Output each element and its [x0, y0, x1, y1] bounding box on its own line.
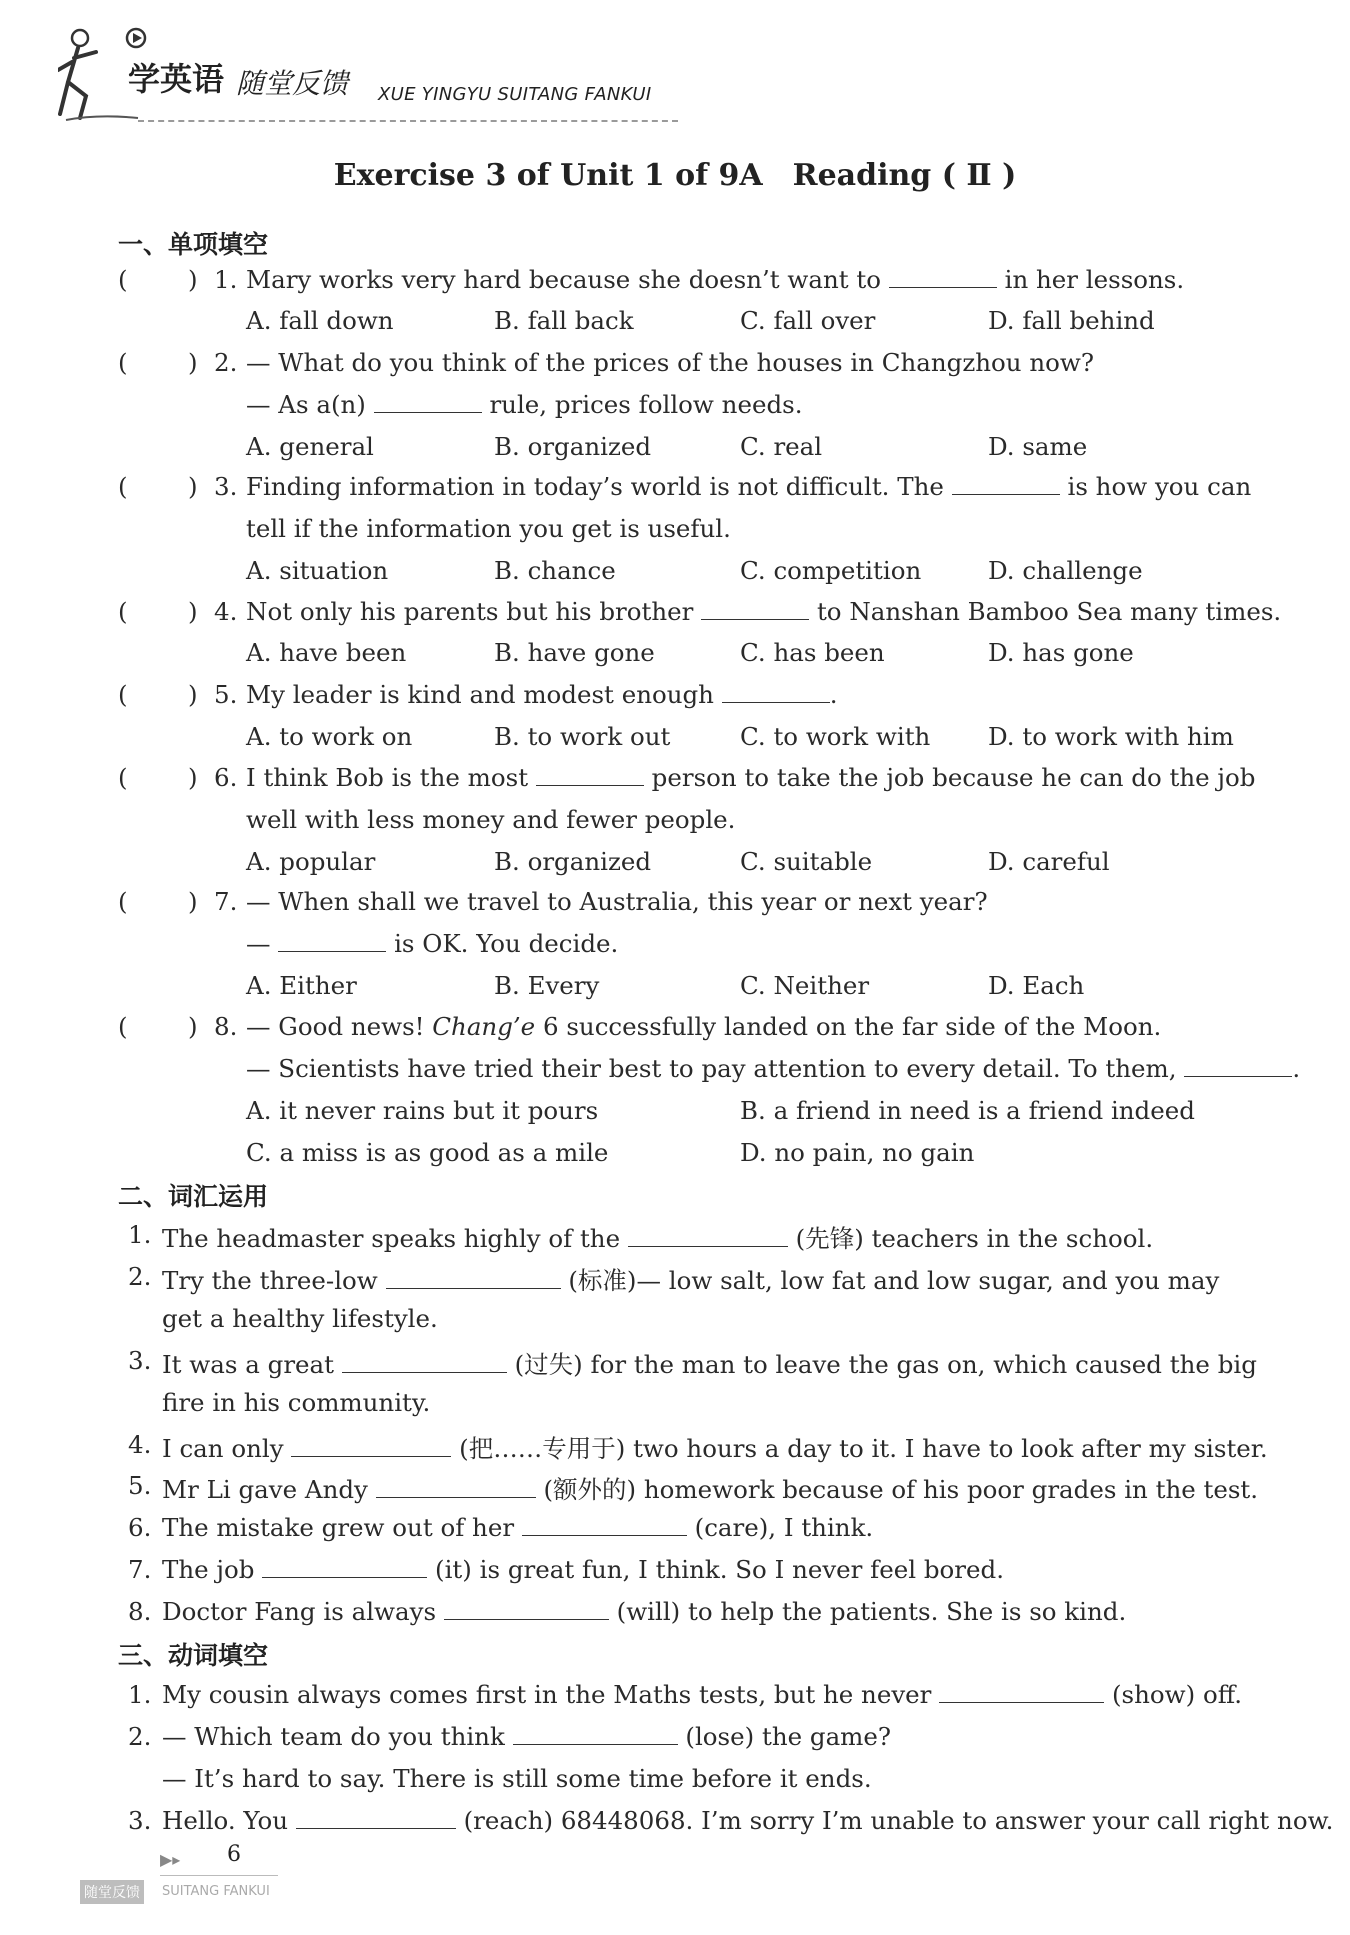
question-text: Try the three-low (标准)— low salt, low fat and low sugar, and you may [162, 1266, 1220, 1295]
question-text: Not only his parents but his brother to Nanshan Bamboo Sea many times. [246, 597, 1282, 626]
footer-tag: 随堂反馈 [80, 1880, 144, 1904]
question-text: I can only (把……专用于) two hours a day to it. I have to look after my sister. [162, 1434, 1268, 1463]
answer-blank[interactable] [444, 1601, 609, 1620]
question-text: — Scientists have tried their best to pay attention to every detail. To them, . [246, 1054, 1301, 1083]
option[interactable]: B. organized [494, 847, 652, 876]
answer-paren: ) [188, 763, 198, 792]
question-number: 3. [214, 472, 238, 501]
option[interactable]: C. to work with [740, 722, 931, 751]
question-text: — It’s hard to say. There is still some time before it ends. [162, 1764, 872, 1793]
option[interactable]: D. same [988, 432, 1088, 461]
answer-blank[interactable] [374, 394, 482, 413]
question-number: 8. [214, 1012, 238, 1041]
question-text: — What do you think of the prices of the houses in Changzhou now? [246, 348, 1094, 377]
question-number: 5. [128, 1471, 152, 1500]
answer-blank[interactable] [376, 1479, 536, 1498]
answer-paren: ( [118, 265, 128, 294]
option[interactable]: D. Each [988, 971, 1085, 1000]
answer-blank[interactable] [296, 1810, 456, 1829]
question-number: 1. [214, 265, 238, 294]
question-number: 5. [214, 680, 238, 709]
option[interactable]: A. situation [246, 556, 389, 585]
option[interactable]: D. to work with him [988, 722, 1234, 751]
answer-blank[interactable] [722, 684, 830, 703]
question-text: Mr Li gave Andy (额外的) homework because of his poor grades in the test. [162, 1475, 1259, 1504]
option[interactable]: D. no pain, no gain [740, 1138, 975, 1167]
answer-blank[interactable] [536, 767, 644, 786]
question-text: Mary works very hard because she doesn’t want to in her lessons. [246, 265, 1185, 294]
question-number: 4. [128, 1430, 152, 1459]
question-text: My cousin always comes first in the Maths tests, but he never (show) off. [162, 1680, 1243, 1709]
header [58, 22, 678, 122]
answer-paren: ) [188, 597, 198, 626]
answer-paren: ( [118, 597, 128, 626]
option[interactable]: C. a miss is as good as a mile [246, 1138, 609, 1167]
answer-blank[interactable] [701, 601, 809, 620]
answer-paren: ) [188, 265, 198, 294]
answer-paren: ) [188, 348, 198, 377]
question-number: 7. [128, 1555, 152, 1584]
question-text: Doctor Fang is always (will) to help the patients. She is so kind. [162, 1597, 1127, 1626]
option[interactable]: B. to work out [494, 722, 671, 751]
question-number: 1. [128, 1680, 152, 1709]
brand-english: XUE YINGYU SUITANG FANKUI [378, 84, 652, 105]
answer-blank[interactable] [386, 1270, 561, 1289]
brand-chinese: 学英语 [128, 60, 225, 98]
question-text: — When shall we travel to Australia, this year or next year? [246, 887, 988, 916]
section-heading-3: 三、动词填空 [118, 1641, 269, 1670]
option[interactable]: B. organized [494, 432, 652, 461]
option[interactable]: D. has gone [988, 638, 1134, 667]
question-text: The mistake grew out of her (care), I think. [162, 1513, 874, 1542]
question-number: 8. [128, 1597, 152, 1626]
option[interactable]: C. has been [740, 638, 885, 667]
question-text: fire in his community. [162, 1388, 431, 1417]
option[interactable]: D. careful [988, 847, 1110, 876]
option[interactable]: B. a friend in need is a friend indeed [740, 1096, 1195, 1125]
answer-paren: ( [118, 887, 128, 916]
question-text: I think Bob is the most person to take the job because he can do the job [246, 763, 1256, 792]
answer-blank[interactable] [628, 1228, 788, 1247]
option[interactable]: B. fall back [494, 306, 634, 335]
question-number: 6. [128, 1513, 152, 1542]
answer-paren: ) [188, 680, 198, 709]
question-number: 2. [128, 1722, 152, 1751]
option[interactable]: B. Every [494, 971, 600, 1000]
question-number: 6. [214, 763, 238, 792]
option[interactable]: C. fall over [740, 306, 876, 335]
header-divider [138, 120, 678, 122]
answer-blank[interactable] [889, 269, 997, 288]
question-text: — Good news! Chang’e 6 successfully landed on the far side of the Moon. [246, 1012, 1162, 1041]
footer-divider [160, 1875, 278, 1876]
question-text: Finding information in today’s world is not difficult. The is how you can [246, 472, 1252, 501]
question-number: 4. [214, 597, 238, 626]
option[interactable]: A. to work on [246, 722, 413, 751]
option[interactable]: B. have gone [494, 638, 655, 667]
question-text: — is OK. You decide. [246, 929, 619, 958]
option[interactable]: A. popular [246, 847, 376, 876]
question-number: 3. [128, 1346, 152, 1375]
answer-paren: ) [188, 472, 198, 501]
answer-blank[interactable] [939, 1684, 1104, 1703]
answer-paren: ( [118, 472, 128, 501]
footer-arrow-icon: ▶▸ [160, 1850, 181, 1869]
answer-blank[interactable] [278, 933, 386, 952]
section-heading-2: 二、词汇运用 [118, 1182, 269, 1211]
option[interactable]: A. general [246, 432, 374, 461]
answer-paren: ( [118, 680, 128, 709]
question-number: 3. [128, 1806, 152, 1835]
question-text: It was a great (过失) for the man to leave the gas on, which caused the big [162, 1350, 1257, 1379]
answer-blank[interactable] [342, 1354, 507, 1373]
option[interactable]: A. fall down [246, 306, 394, 335]
option[interactable]: A. it never rains but it pours [246, 1096, 599, 1125]
question-number: 2. [128, 1262, 152, 1291]
option[interactable]: C. Neither [740, 971, 870, 1000]
answer-paren: ( [118, 763, 128, 792]
answer-blank[interactable] [291, 1438, 451, 1457]
option[interactable]: C. real [740, 432, 823, 461]
question-text: — Which team do you think (lose) the game? [162, 1722, 892, 1751]
option[interactable]: A. Either [246, 971, 357, 1000]
option[interactable]: C. competition [740, 556, 922, 585]
answer-paren: ( [118, 348, 128, 377]
section-heading-1: 一、单项填空 [118, 230, 269, 259]
question-text: The headmaster speaks highly of the (先锋) teachers in the school. [162, 1224, 1154, 1253]
brand-chinese-2: 随堂反馈 [236, 67, 349, 100]
answer-blank[interactable] [1184, 1058, 1292, 1077]
answer-blank[interactable] [522, 1517, 687, 1536]
option[interactable]: D. challenge [988, 556, 1143, 585]
option[interactable]: C. suitable [740, 847, 873, 876]
question-text: My leader is kind and modest enough . [246, 680, 838, 709]
question-number: 2. [214, 348, 238, 377]
answer-blank[interactable] [262, 1559, 427, 1578]
page-number: 6 [227, 1842, 241, 1867]
option[interactable]: B. chance [494, 556, 616, 585]
answer-paren: ) [188, 887, 198, 916]
question-text: Hello. You (reach) 68448068. I’m sorry I’m unable to answer your call right now. [162, 1806, 1334, 1835]
question-text: The job (it) is great fun, I think. So I never feel bored. [162, 1555, 1004, 1584]
question-text: tell if the information you get is useful. [246, 514, 731, 543]
question-number: 7. [214, 887, 238, 916]
page-title: Exercise 3 of Unit 1 of 9A Reading ( Ⅱ ) [333, 158, 1017, 193]
option[interactable]: A. have been [246, 638, 407, 667]
question-text: — As a(n) rule, prices follow needs. [246, 390, 803, 419]
option[interactable]: D. fall behind [988, 306, 1155, 335]
answer-blank[interactable] [513, 1726, 678, 1745]
question-number: 1. [128, 1220, 152, 1249]
answer-blank[interactable] [952, 476, 1060, 495]
footer-brand: SUITANG FANKUI [162, 1884, 270, 1899]
answer-paren: ( [118, 1012, 128, 1041]
question-text: get a healthy lifestyle. [162, 1304, 438, 1333]
answer-paren: ) [188, 1012, 198, 1041]
question-text: well with less money and fewer people. [246, 805, 736, 834]
